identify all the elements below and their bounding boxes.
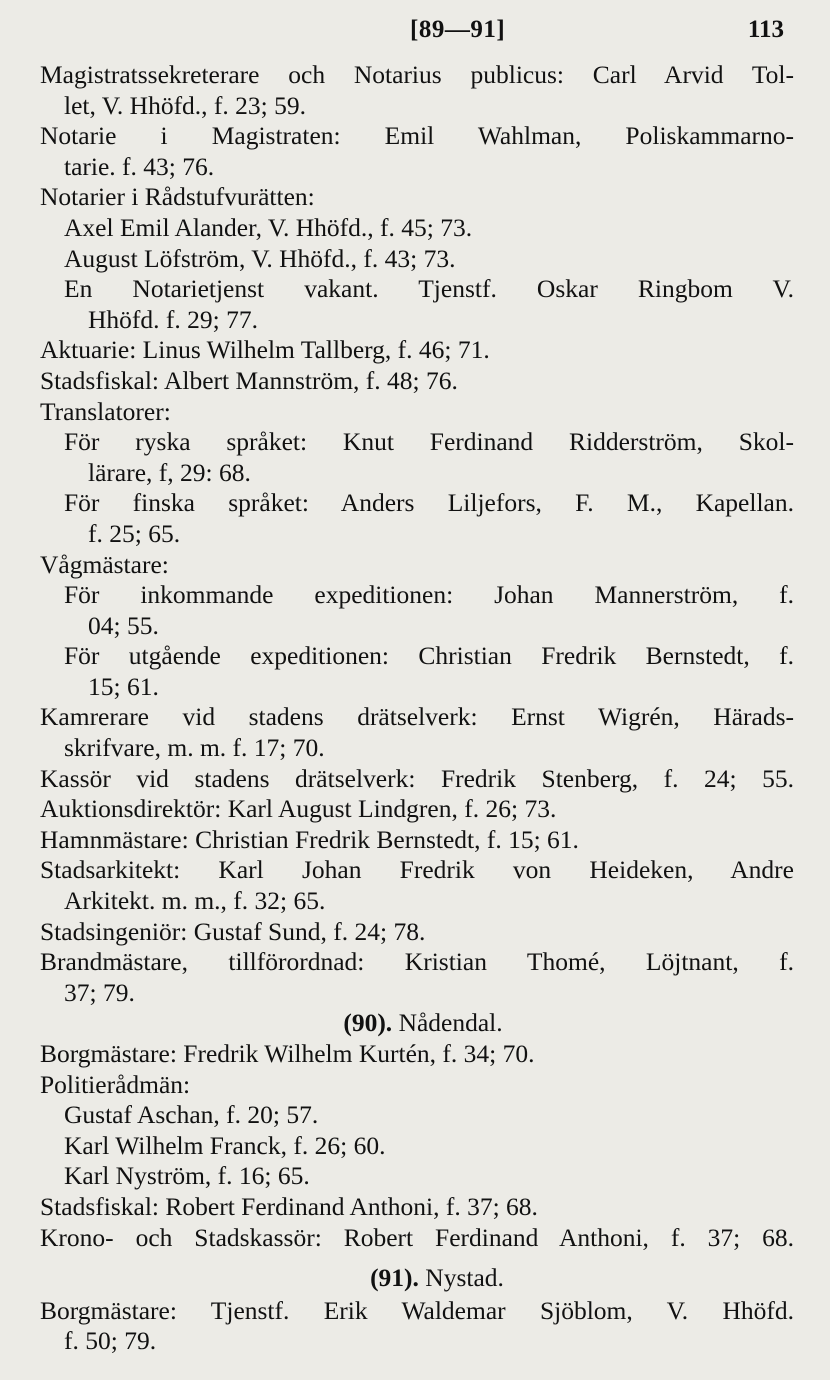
entry [40, 60, 794, 121]
entry [40, 244, 794, 275]
section-title: Nådendal. [398, 1008, 503, 1038]
entry [40, 855, 794, 916]
entry [40, 274, 794, 335]
entry [40, 182, 794, 213]
document-body [40, 60, 794, 1357]
section-title: Nystad. [425, 1263, 504, 1293]
text-line: För utgående expeditionen: Christian Fredrik Bernstedt, f. [64, 641, 794, 671]
entry [40, 1039, 794, 1070]
text-line: Kamrerare vid stadens drätselverk: Ernst Wigrén, Härads- [40, 702, 794, 732]
text-line: Kassör vid stadens drätselverk: Fredrik Stenberg, f. 24; 55. [40, 763, 794, 793]
text-line: Stadsarkitekt: Karl Johan Fredrik von Heideken, Andre [40, 855, 794, 885]
entry [40, 397, 794, 428]
text-line: Borgmästare: Fredrik Wilhelm Kurtén, f. 34; 70. [40, 1039, 535, 1068]
entry [40, 794, 794, 825]
entry [40, 641, 794, 702]
entry [40, 1192, 794, 1223]
entry [40, 1161, 794, 1192]
text-line: För finska språket: Anders Liljefors, F. M., Kapellan. [64, 488, 794, 518]
section-heading-nystad [40, 1263, 794, 1294]
entry [40, 947, 794, 1008]
text-line: Krono- och Stadskassör: Robert Ferdinand Anthoni, f. 37; 68. [40, 1222, 794, 1252]
text-line: tarie. f. 43; 76. [64, 151, 215, 181]
text-line: Axel Emil Alander, V. Hhöfd., f. 45; 73. [64, 212, 473, 242]
entry [40, 1223, 794, 1254]
text-line: Hamnmästare: Christian Fredrik Bernstedt, f. 15; 61. [40, 824, 579, 854]
entry [40, 702, 794, 763]
entry [40, 335, 794, 366]
text-line: Stadsingeniör: Gustaf Sund, f. 24; 78. [40, 916, 426, 946]
entry [40, 121, 794, 182]
text-line: 04; 55. [88, 610, 159, 640]
entry [40, 427, 794, 488]
text-line: För inkommande expeditionen: Johan Mannerström, f. [64, 580, 794, 610]
text-line: August Löfström, V. Hhöfd., f. 43; 73. [64, 243, 456, 273]
entry [40, 764, 794, 795]
text-line: Magistratssekreterare och Notarius publicus: Carl Arvid Tol- [40, 60, 794, 89]
text-line: Politierådmän: [40, 1069, 191, 1099]
entry [40, 366, 794, 397]
text-line: Aktuarie: Linus Wilhelm Tallberg, f. 46; 71. [40, 335, 490, 365]
text-line: Vågmästare: [40, 549, 169, 579]
text-line: 37; 79. [64, 977, 135, 1007]
text-line: Hhöfd. f. 29; 77. [88, 304, 258, 334]
text-line: Karl Wilhelm Franck, f. 26; 60. [64, 1130, 386, 1160]
entry [40, 1070, 794, 1101]
text-line: Stadsfiskal: Albert Mannström, f. 48; 76. [40, 365, 458, 395]
page-header [40, 0, 794, 60]
section-heading-nadendal [40, 1008, 794, 1039]
text-line: Notarie i Magistraten: Emil Wahlman, Poliskammarno- [40, 121, 794, 151]
text-line: En Notarietjenst vakant. Tjenstf. Oskar Ringbom V. [64, 274, 794, 304]
entry [40, 580, 794, 641]
text-line: 15; 61. [88, 671, 159, 701]
entry [40, 213, 794, 244]
text-line: Auktionsdirektör: Karl August Lindgren, f. 26; 73. [40, 794, 557, 824]
page-range: [89—91] [410, 16, 506, 43]
section-number: (90). [343, 1008, 393, 1038]
text-line: Arkitekt. m. m., f. 32; 65. [64, 886, 326, 916]
entry [40, 1296, 794, 1357]
entry [40, 1100, 794, 1131]
text-line: f. 50; 79. [64, 1326, 157, 1356]
text-line: För ryska språket: Knut Ferdinand Ridderström, Skol- [64, 427, 794, 457]
entry [40, 825, 794, 856]
page-number: 113 [747, 16, 784, 43]
text-line: Brandmästare, tillförordnad: Kristian Thomé, Löjtnant, f. [40, 947, 794, 977]
text-line: Translatorer: [40, 396, 171, 426]
text-line: skrifvare, m. m. f. 17; 70. [64, 733, 325, 763]
entry [40, 550, 794, 581]
entry [40, 917, 794, 948]
text-line: Borgmästare: Tjenstf. Erik Waldemar Sjöblom, V. Hhöfd. [40, 1295, 794, 1325]
text-line: let, V. Hhöfd., f. 23; 59. [64, 90, 307, 120]
text-line: lärare, f, 29: 68. [88, 457, 251, 487]
text-line: Stadsfiskal: Robert Ferdinand Anthoni, f. 37; 68. [40, 1191, 538, 1221]
text-line: f. 25; 65. [88, 518, 181, 548]
entry [40, 488, 794, 549]
entry [40, 1131, 794, 1162]
section-number: (91). [370, 1263, 419, 1293]
text-line: Gustaf Aschan, f. 20; 57. [64, 1100, 319, 1130]
text-line: Notarier i Rådstufvurätten: [40, 182, 315, 212]
text-line: Karl Nyström, f. 16; 65. [64, 1161, 310, 1191]
